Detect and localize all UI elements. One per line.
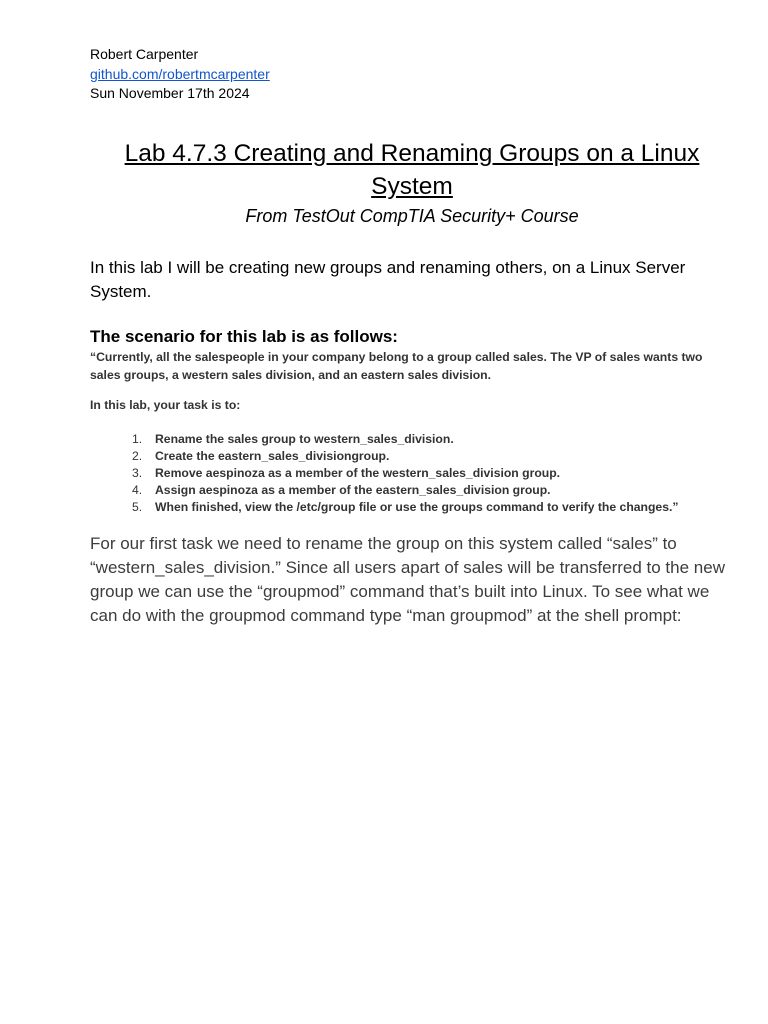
document-title: Lab 4.7.3 Creating and Renaming Groups on a Linux System (124, 140, 700, 200)
author-name: Robert Carpenter (90, 46, 199, 62)
task-list (90, 431, 730, 516)
scenario-quote: “Currently, all the salespeople in your company belong to a group called sales. The VP of sales wants two sales groups, a western sales division, and an eastern sales division. (90, 350, 703, 382)
list-item (90, 431, 730, 448)
github-link[interactable]: github.com/robertmcarpenter (90, 65, 270, 82)
list-item-number: 3. (132, 466, 143, 480)
list-item-text: Create the eastern_sales_divisiongroup. (155, 449, 390, 463)
list-item (90, 499, 730, 516)
document-date: Sun November 17th 2024 (90, 85, 250, 101)
scenario-heading: The scenario for this lab is as follows: (90, 327, 398, 346)
document-subtitle: From TestOut CompTIA Security+ Course (245, 206, 579, 226)
list-item-text: Assign aespinoza as a member of the eastern_sales_division group. (155, 483, 551, 497)
intro-paragraph: In this lab I will be creating new groups and renaming others, on a Linux Server System. (90, 258, 686, 301)
author-header (90, 45, 270, 104)
list-item (90, 448, 730, 465)
list-item-text: Rename the sales group to western_sales_division. (155, 432, 454, 446)
list-item-number: 2. (132, 449, 143, 463)
list-item-number: 4. (132, 483, 143, 497)
list-item-number: 1. (132, 432, 143, 446)
list-item-text: Remove aespinoza as a member of the western_sales_division group. (155, 466, 561, 480)
list-item (90, 482, 730, 499)
list-item-number: 5. (132, 500, 143, 514)
list-item (90, 465, 730, 482)
task-intro: In this lab, your task is to: (90, 398, 241, 412)
list-item-text: When finished, view the /etc/group file or use the groups command to verify the changes.” (155, 500, 679, 514)
body-paragraph: For our first task we need to rename the group on this system called “sales” to “western_sales_division.” Since all users apart of sales will be transferred to the new group we can use the “groupmod” command that’s built into Linux. To see what we can do with the groupmod command type “man groupmod” at the shell prompt: (90, 534, 725, 625)
